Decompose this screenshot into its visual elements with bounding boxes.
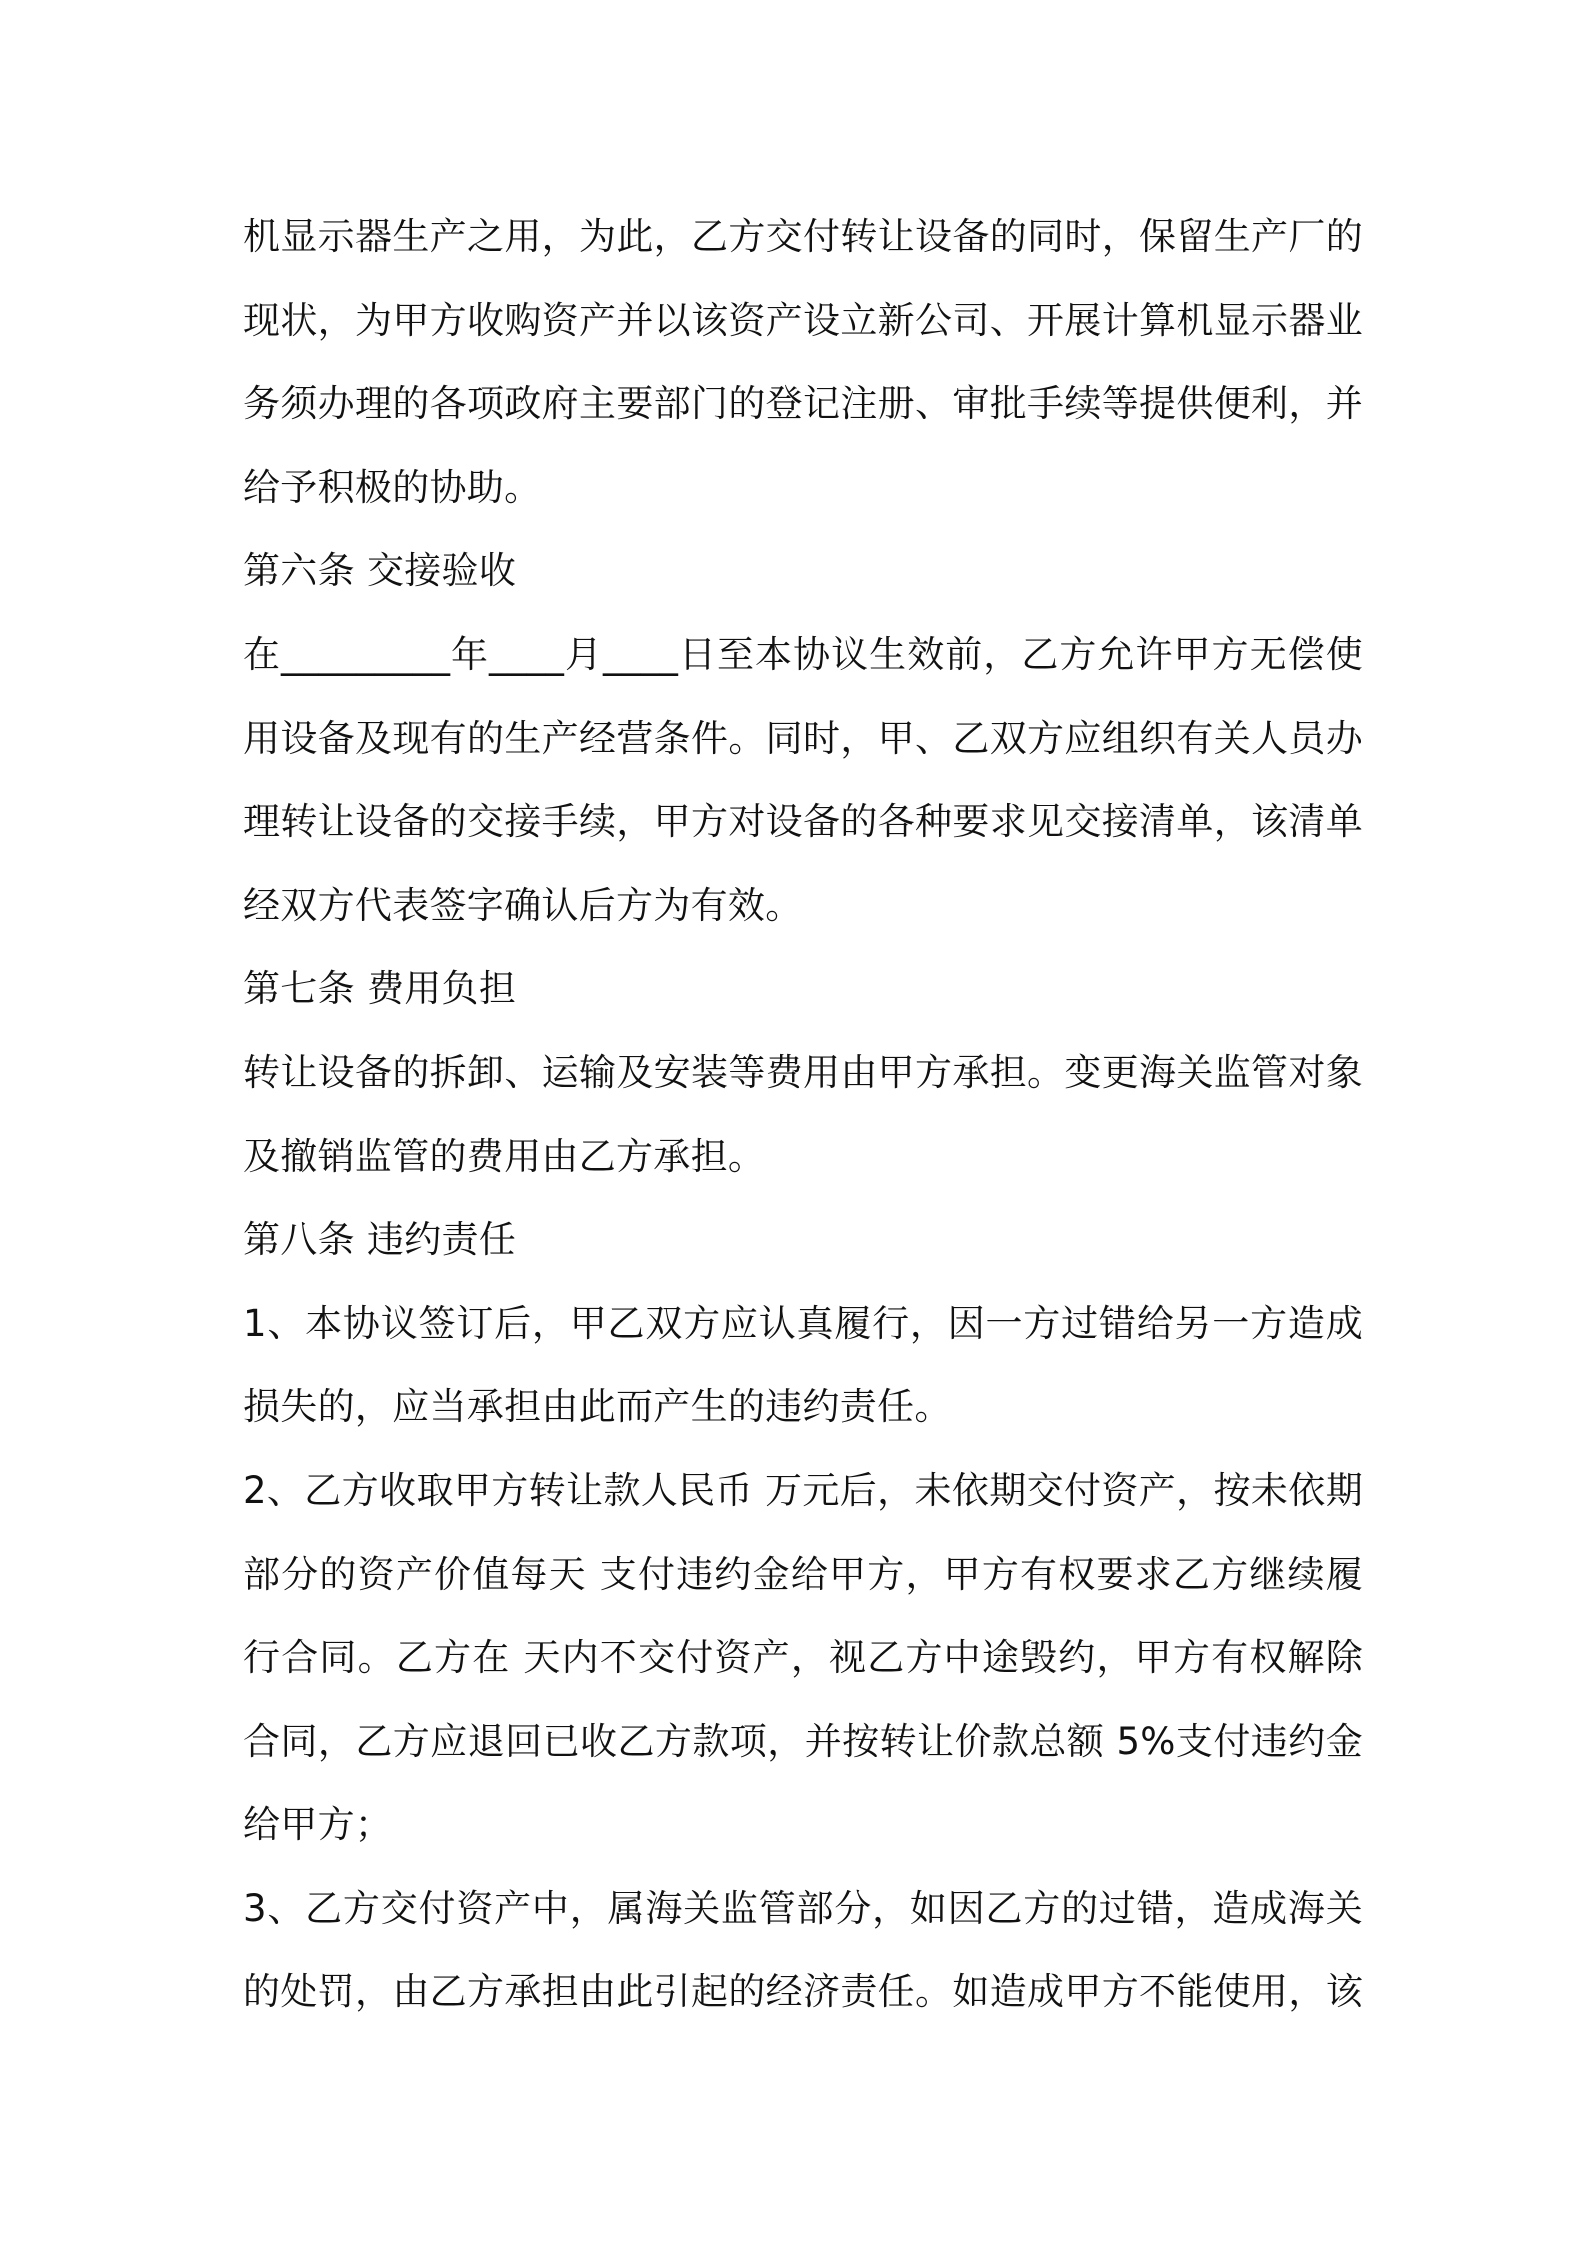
clause-line: 行合同。乙方在 天内不交付资产，视乙方中途毁约，甲方有权解除 [243, 1636, 1363, 1680]
section-heading-article-7: 第七条 费用负担 [243, 967, 517, 1011]
paragraph-line: 现状，为甲方收购资产并以该资产设立新公司、开展计算机显示器业 [243, 298, 1363, 342]
paragraph-line: 给予积极的协助。 [243, 465, 542, 509]
paragraph-line: 经双方代表签字确认后方为有效。 [243, 883, 803, 927]
paragraph-line: 在_________年____月____日至本协议生效前，乙方允许甲方无偿使 [243, 632, 1363, 676]
clause-line: 2、乙方收取甲方转让款人民币 万元后，未依期交付资产，按未依期 [243, 1468, 1363, 1512]
clause-line: 的处罚，由乙方承担由此引起的经济责任。如造成甲方不能使用，该 [243, 1970, 1363, 2014]
clause-line: 部分的资产价值每天 支付违约金给甲方，甲方有权要求乙方继续履 [243, 1552, 1363, 1596]
clause-line: 损失的，应当承担由此而产生的违约责任。 [243, 1385, 952, 1429]
paragraph-line: 用设备及现有的生产经营条件。同时，甲、乙双方应组织有关人员办 [243, 716, 1363, 760]
section-heading-article-8: 第八条 违约责任 [243, 1218, 517, 1262]
paragraph-line: 及撤销监管的费用由乙方承担。 [243, 1134, 766, 1178]
section-heading-article-6: 第六条 交接验收 [243, 549, 517, 593]
clause-line: 合同，乙方应退回已收乙方款项，并按转让价款总额 5%支付违约金 [243, 1719, 1363, 1763]
clause-line: 给甲方； [243, 1803, 393, 1847]
clause-line: 3、乙方交付资产中，属海关监管部分，如因乙方的过错，造成海关 [243, 1886, 1363, 1930]
document-body [243, 195, 1363, 2034]
paragraph-line: 务须办理的各项政府主要部门的登记注册、审批手续等提供便利，并 [243, 382, 1363, 426]
paragraph-line: 转让设备的拆卸、运输及安装等费用由甲方承担。变更海关监管对象 [243, 1050, 1363, 1094]
paragraph-line: 理转让设备的交接手续，甲方对设备的各种要求见交接清单，该清单 [243, 800, 1363, 844]
clause-line: 1、本协议签订后，甲乙双方应认真履行，因一方过错给另一方造成 [243, 1301, 1363, 1345]
paragraph-line: 机显示器生产之用，为此，乙方交付转让设备的同时，保留生产厂的 [243, 215, 1363, 258]
